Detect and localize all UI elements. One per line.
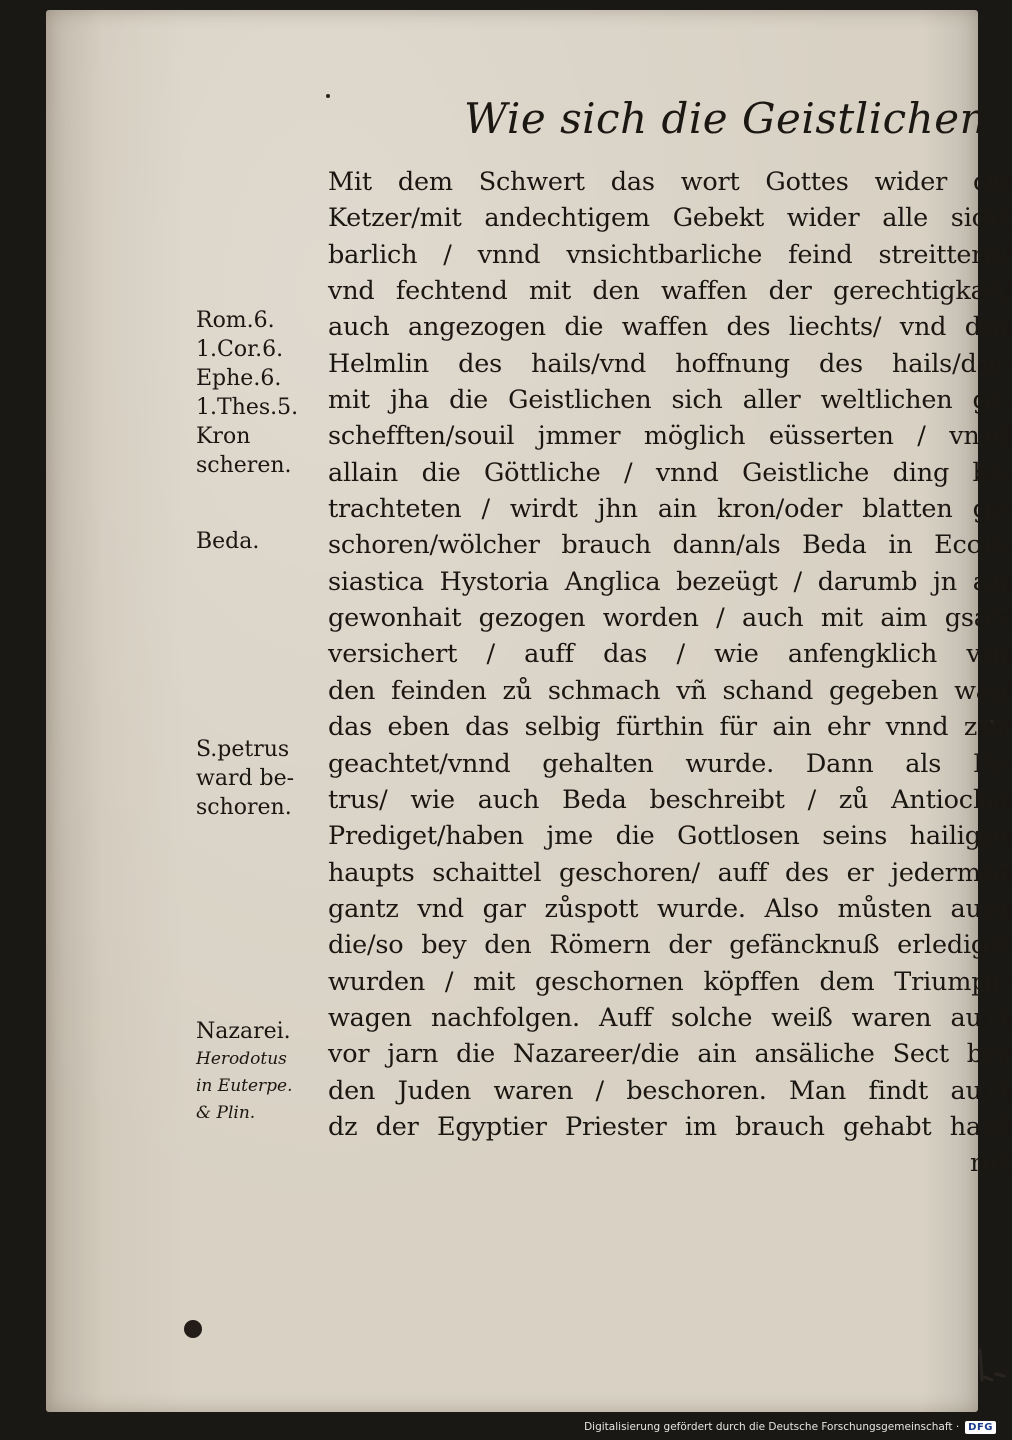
text-line: den feinden zů schmach vñ schand gegeben was/ [328,675,1012,706]
text-line: wurden / mit geschornen köpffen dem Triumph- [328,966,1012,997]
marginal-line: & Plin. [196,1103,256,1123]
funding-notice: Digitalisierung gefördert durch die Deutsche Forschungsgemeinschaft · [584,1421,960,1433]
pencil-mark [970,1346,1010,1386]
marginal-line: Rom.6. [196,308,275,333]
text-line: die/so bey den Römern der gefäncknuß erlediget [328,930,1012,961]
marginal-line: ward be- [196,766,295,791]
marginal-note-petrus [196,735,324,822]
text-line: siastica Hystoria Anglica bezeügt / darumb jn ain [328,566,1012,597]
text-line: gantz vnd gar zůspott wurde. Also můsten auch [328,893,1012,924]
ink-dot [326,94,330,98]
footer-bar [584,1418,996,1436]
marginal-line: in Euterpe. [196,1076,293,1096]
text-line: Ketzer/mit andechtigem Gebekt wider alle sicht [328,203,1012,234]
marginal-line: scheren. [196,453,292,478]
text-line: Mit dem Schwert das wort Gottes wider die [328,167,1012,197]
marginal-line: 1.Thes.5. [196,395,299,420]
marginal-line: 1.Cor.6. [196,337,284,362]
text-line: das eben das selbig fürthin für ain ehr vnnd zier [328,712,1012,743]
text-line: allain die Göttliche / vnnd Geistliche ding be- [328,457,1012,488]
text-line: geachtet/vnnd gehalten wurde. Dann als Pe- [328,748,1012,779]
marginal-line: Herodotus [196,1049,287,1069]
text-line: gewonhait gezogen worden / auch mit aim gsatz [328,603,1012,634]
marginal-line: Nazarei. [196,1019,291,1044]
text-line: barlich / vnnd vnsichtbarliche feind streittend/ [328,239,1012,270]
text-line: mit jha die Geistlichen sich aller weltlichen ge- [328,385,1012,416]
text-line: vnd fechtend mit den waffen der gerechtigkait/ [328,276,1012,307]
marginal-line: S.petrus [196,737,290,762]
marginal-line: Kron [196,424,251,449]
book-page [46,10,1012,1412]
marginal-line: Ephe.6. [196,366,282,391]
marginal-note-scripture [196,306,324,480]
body-text [328,164,1012,1182]
marginal-line: Beda. [196,529,260,554]
text-line: trachteten / wirdt jhn ain kron/oder blatten ge- [328,494,1012,525]
text-line: versichert / auff das / wie anfengklich von [328,639,1012,670]
page-stain [46,10,186,1412]
text-line: den Juden waren / beschoren. Man findt auch [328,1075,1012,1106]
marginal-note-nazarei [196,1017,324,1127]
dfg-logo: DFG [965,1421,996,1434]
text-line: schefften/souil jmmer möglich eüsserten / vnnd [328,421,1012,452]
text-line: haupts schaittel geschoren/ auff des er jederman [328,857,1012,888]
text-line: Helmlin des hails/vnd hoffnung des hails/dar- [328,348,1012,379]
text-line: trus/ wie auch Beda beschreibt / zů Antiochia [328,784,1012,815]
text-line: vor jarn die Nazareer/die ain ansäliche Sect bey [328,1039,1012,1070]
running-head: Wie sich die Geistlichen [464,94,988,143]
text-line: schoren/wölcher brauch dann/als Beda in Eccle- [328,530,1012,561]
text-line: auch angezogen die waffen des liechts/ vnd den [328,312,1012,343]
text-line: wagen nachfolgen. Auff solche weiß waren auch [328,1002,1012,1033]
text-line: mit [970,1148,1012,1179]
marginal-line: schoren. [196,795,292,820]
marginal-note-beda [196,527,324,556]
text-line: dz der Egyptier Priester im brauch gehabt habẽ [328,1111,1012,1142]
text-line: Prediget/haben jme die Gottlosen seins hailigen [328,821,1012,852]
ink-blot [184,1320,202,1338]
